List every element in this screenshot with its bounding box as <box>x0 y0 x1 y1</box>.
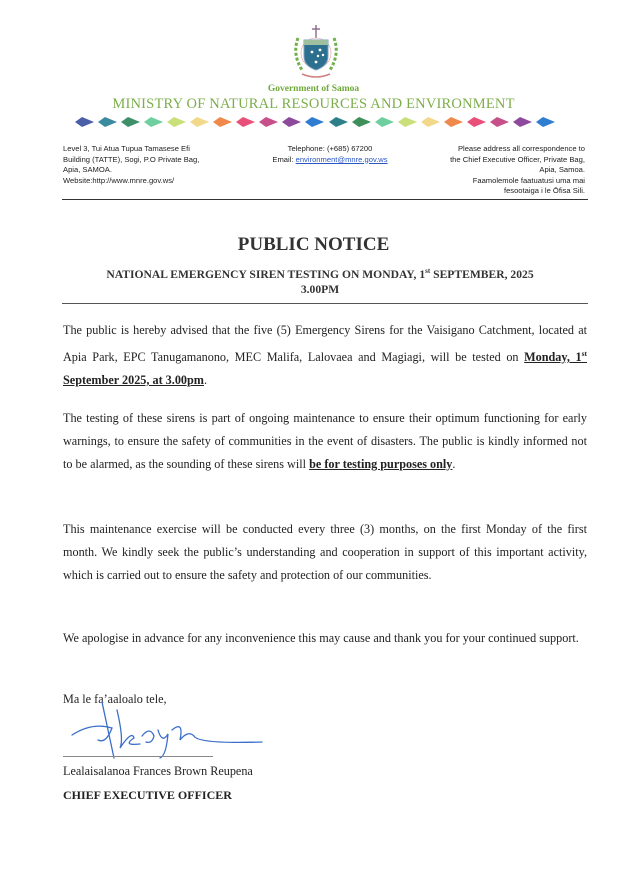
paragraph-text: The public is hereby advised that the five (5) Emergency Sirens for the Vaisigano Catchment, located at Apia Park, EPC Tanugamanono, MEC Malifa, Lalovaea and Magiagi, will be tested on <box>63 323 587 365</box>
date-ordinal: st <box>581 349 588 358</box>
notice-title: PUBLIC NOTICE <box>237 234 390 255</box>
address-line: Building (TATTE), Sogi, P.O Private Bag, <box>63 154 200 164</box>
diamond-icon <box>213 117 232 127</box>
address-line: Apia, SAMOA. <box>63 165 112 175</box>
date-text: September 2025, at 3.00pm <box>63 373 204 388</box>
diamond-icon <box>467 117 486 127</box>
title-divider <box>62 303 588 304</box>
paragraph-text: The testing of these sirens is part of ongoing maintenance to ensure their optimum functioning for early warnings, to ensure the safety of communities in the event of disasters. The public is kindly informed not to be alarmed, as the sounding of these sirens will <box>63 411 587 471</box>
paragraph-text: . <box>452 457 456 471</box>
correspondence-line: fesootaiga i le Ōfisa Sili. <box>503 186 585 196</box>
paragraph-3: This maintenance exercise will be conducted every three (3) months, on the first Monday of the first month. We kindly seek the public’s understanding and cooperation in support of this important activity, which is carried out to ensure the safety and protection of our communities. <box>63 522 587 582</box>
correspondence-line: Apia, Samoa. <box>539 165 585 175</box>
diamond-icon <box>490 117 509 127</box>
decorative-diamond-band <box>75 117 555 129</box>
email-label: Email: <box>272 154 296 164</box>
diamond-icon <box>236 117 255 127</box>
diamond-icon <box>75 117 94 127</box>
diamond-icon <box>190 117 209 127</box>
website-text: Website:http://www.mnre.gov.ws/ <box>63 175 175 185</box>
paragraph-4: We apologise in advance for any inconvenience this may cause and thank you for your continued support. <box>63 631 579 645</box>
correspondence-line: the Chief Executive Officer, Private Bag, <box>450 154 585 164</box>
letterhead-divider <box>62 199 588 200</box>
telephone-text: Telephone: (+685) 67200 <box>287 144 373 153</box>
diamond-icon <box>444 117 463 127</box>
correspondence-line: Please address all correspondence to <box>457 144 585 153</box>
paragraph-2 <box>63 407 587 476</box>
diamond-icon <box>398 117 417 127</box>
closing-salutation: Ma le fa’aaloalo tele, <box>63 692 167 706</box>
address-line: Level 3, Tui Atua Tupua Tamasese Efi <box>63 144 190 153</box>
signature-line <box>63 756 213 757</box>
subtitle-text: SEPTEMBER, 2025 <box>430 267 534 281</box>
paragraph-text: . <box>203 373 207 388</box>
handwritten-signature <box>62 700 272 760</box>
diamond-icon <box>121 117 140 127</box>
date-text: Monday, 1 <box>524 350 582 365</box>
subtitle-ordinal: st <box>425 267 431 275</box>
email-link[interactable]: environment@mnre.gov.ws <box>295 154 388 164</box>
notice-subtitle <box>55 264 585 297</box>
diamond-icon <box>144 117 163 127</box>
correspondence-block <box>400 144 585 197</box>
government-name: Government of Samoa <box>267 84 360 94</box>
diamond-icon <box>259 117 278 127</box>
diamond-icon <box>329 117 348 127</box>
diamond-icon <box>375 117 394 127</box>
contact-block <box>250 144 410 165</box>
address-block <box>63 144 263 186</box>
samoa-coat-of-arms-icon <box>290 24 342 82</box>
diamond-icon <box>421 117 440 127</box>
subtitle-text: NATIONAL EMERGENCY SIREN TESTING ON MONDAY, 1 <box>106 267 426 281</box>
diamond-icon <box>98 117 117 127</box>
subtitle-time: 3.00PM <box>300 282 340 296</box>
diamond-icon <box>305 117 324 127</box>
correspondence-line: Faamolemole faatuatusi uma mai <box>472 175 585 185</box>
testing-only-emphasis: be for testing purposes only <box>309 457 453 471</box>
signer-name: Lealaisalanoa Frances Brown Reupena <box>63 764 253 778</box>
signer-title: CHIEF EXECUTIVE OFFICER <box>63 788 232 802</box>
ministry-name: MINISTRY OF NATURAL RESOURCES AND ENVIRONMENT <box>112 96 515 112</box>
email-row <box>250 155 410 166</box>
diamond-icon <box>282 117 301 127</box>
diamond-icon <box>536 117 555 127</box>
diamond-icon <box>167 117 186 127</box>
diamond-icon <box>513 117 532 127</box>
paragraph-1 <box>63 319 587 392</box>
diamond-icon <box>352 117 371 127</box>
